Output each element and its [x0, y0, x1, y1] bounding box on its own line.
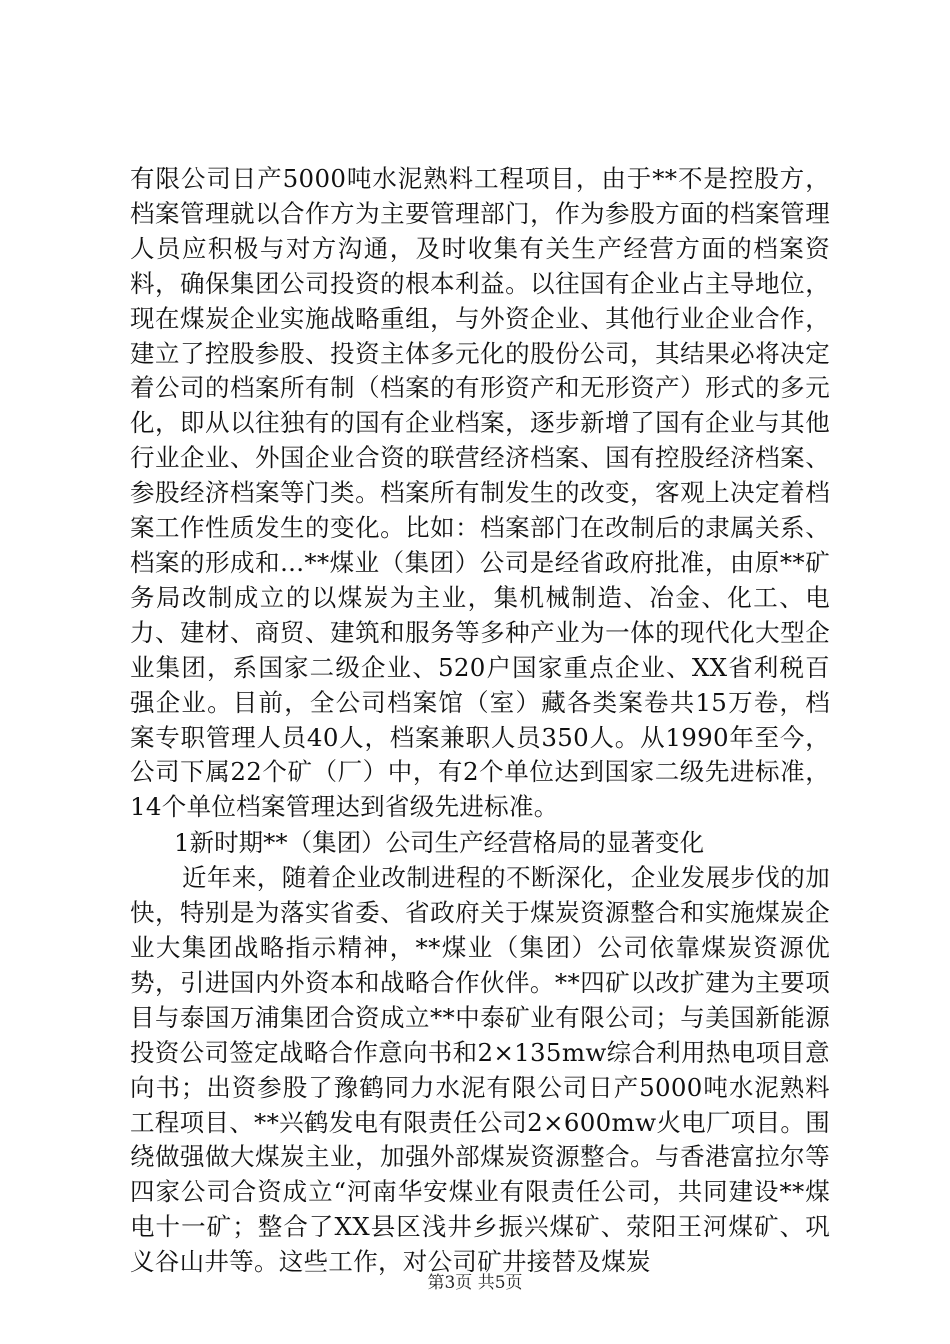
section-heading: 1新时期**（集团）公司生产经营格局的显著变化 — [174, 828, 705, 858]
document-body — [130, 162, 830, 1280]
page-number-footer: 第3页 共5页 — [427, 1273, 523, 1293]
paragraph-continued: 有限公司日产5000吨水泥熟料工程项目，由于**不是控股方，档案管理就以合作方为主要管理部门，作为参股方面的档案管理人员应积极与对方沟通，及时收集有关生产经营方面的档案资料，确保集团公司投资的根本利益。以往国有企业占主导地位，现在煤炭企业实施战略重组，与外资企业、其他行业企业合作，建立了控股参股、投资主体多元化的股份公司，其结果必将决定着公司的档案所有制（档案的有形资产和无形资产）形式的多元化，即从以往独有的国有企业档案，逐步新增了国有企业与其他行业企业、外国企业合资的联营经济档案、国有控股经济档案、参股经济档案等门类。档案所有制发生的改变，客观上决定着档案工作性质发生的变化。比如：档案部门在改制后的隶属关系、档案的形成和...**煤业（集团）公司是经省政府批准，由原**矿务局改制成立的以煤炭为主业，集机械制造、冶金、化工、电力、建材、商贸、建筑和服务等多种产业为一体的现代化大型企业集团，系国家二级企业、520户国家重点企业、XX省利税百强企业。目前，全公司档案馆（室）藏各类案卷共15万卷，档案专职管理人员40人，档案兼职人员350人。从1990年至今，公司下属22个矿（厂）中，有2个单位达到国家二级先进标准，14个单位档案管理达到省级先进标准。 — [130, 164, 830, 822]
paragraph-recent-years: 近年来，随着企业改制进程的不断深化，企业发展步伐的加快，特别是为落实省委、省政府关于煤炭资源整合和实施煤炭企业大集团战略指示精神，**煤业（集团）公司依靠煤炭资源优势，引进国内外资本和战略合作伙伴。**四矿以改扩建为主要项目与泰国万浦集团合资成立**中泰矿业有限公司；与美国新能源投资公司签定战略合作意向书和2×135mw综合利用热电项目意向书；出资参股了豫鹤同力水泥有限公司日产5000吨水泥熟料工程项目、**兴鹤发电有限责任公司2×600mw火电厂项目。围绕做强做大煤炭主业，加强外部煤炭资源整合。与香港富拉尔等四家公司合资成立“河南华安煤业有限责任公司，共同建设**煤电十一矿；整合了XX县区浅井乡振兴煤矿、荥阳王河煤矿、巩义谷山井等。这些工作，对公司矿井接替及煤炭 — [130, 863, 830, 1277]
